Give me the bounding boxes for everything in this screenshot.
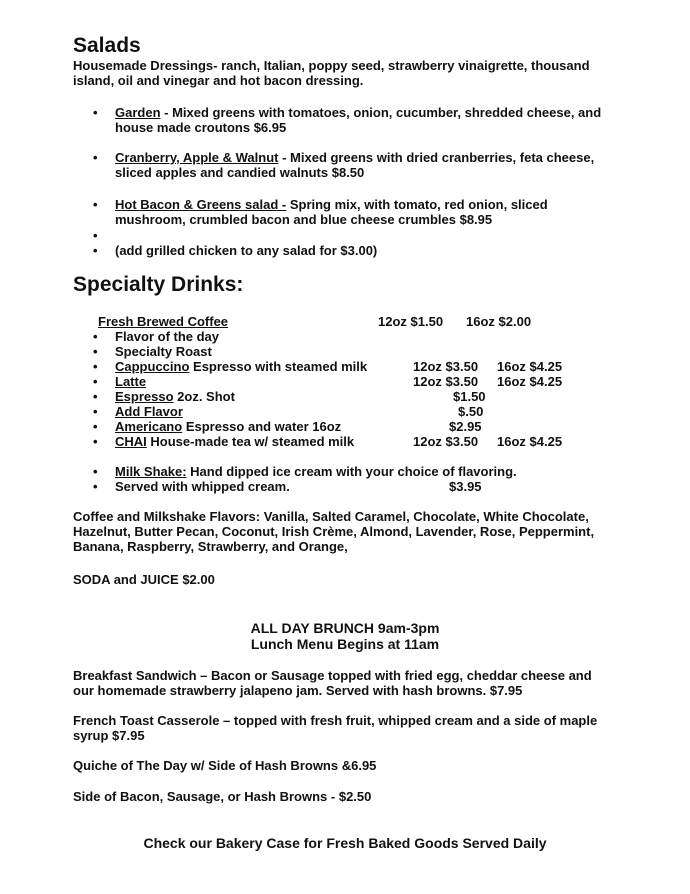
bullet: • [93, 434, 98, 449]
brunch-item-french-toast: French Toast Casserole – topped with fresh fruit, whipped cream and a side of maple syrup $7.95 [73, 713, 598, 743]
drink-price-12: 12oz $3.50 [413, 434, 479, 449]
drink-name [115, 389, 235, 404]
shake-price: $3.95 [449, 479, 482, 494]
salad-desc: - Mixed greens with dried cranberries, feta cheese, sliced apples and candied walnuts $8.50 [115, 150, 595, 180]
drink-label: Add Flavor [115, 404, 183, 419]
salad-item-hot-bacon [93, 197, 585, 227]
drink-name [115, 419, 341, 434]
drink-label: Latte [115, 374, 147, 389]
drink-label: CHAI [115, 434, 147, 449]
shake-served: Served with whipped cream. [115, 479, 290, 494]
drink-price-12: $.50 [458, 404, 484, 419]
drink-label: Flavor of the day [115, 329, 220, 344]
bullet: • [93, 359, 98, 374]
flavors-text: Coffee and Milkshake Flavors: Vanilla, Salted Caramel, Chocolate, White Chocolate, Hazelnut, Butter Pecan, Coconut, Irish Crème, Almond, Lavender, Rose, Peppermint, Banana, Raspberry, Strawberry, and Orange, [73, 509, 595, 554]
brunch-item-sandwich: Breakfast Sandwich – Bacon or Sausage topped with fried egg, cheddar cheese and our homemade strawberry jalapeno jam. Served with hash browns. $7.95 [73, 668, 592, 698]
coffee-name: Fresh Brewed Coffee [98, 314, 229, 329]
drink-name [115, 344, 212, 359]
drink-desc: Espresso and water 16oz [182, 419, 342, 434]
drink-row [0, 404, 690, 419]
drink-desc: House-made tea w/ steamed milk [146, 434, 355, 449]
brunch-subtitle: Lunch Menu Begins at 11am [250, 636, 440, 652]
bullet: • [93, 243, 98, 258]
drink-price-12: 12oz $3.50 [413, 359, 479, 374]
brunch-title: ALL DAY BRUNCH 9am-3pm [250, 620, 440, 636]
dressings-text: Housemade Dressings- ranch, Italian, poppy seed, strawberry vinaigrette, thousand island, oil and vinegar and hot bacon dressing. [73, 58, 590, 88]
brunch-item-sides: Side of Bacon, Sausage, or Hash Browns - $2.50 [73, 789, 372, 804]
bullet: • [93, 419, 98, 434]
bullet: • [93, 404, 98, 419]
bakery-footer: Check our Bakery Case for Fresh Baked Goods Served Daily [143, 835, 547, 851]
coffee-price-12: 12oz $1.50 [378, 314, 444, 329]
drink-row [0, 374, 690, 389]
shake-desc: Hand dipped ice cream with your choice of flavoring. [186, 464, 517, 479]
soda-text: SODA and JUICE $2.00 [73, 572, 215, 587]
bullet: • [93, 344, 98, 359]
drink-desc: 2oz. Shot [173, 389, 235, 404]
drink-label: Cappuccino [115, 359, 190, 374]
drink-label: Americano [115, 419, 183, 434]
drink-name [115, 329, 219, 344]
drink-row [0, 389, 690, 404]
brunch-item-quiche: Quiche of The Day w/ Side of Hash Browns &6.95 [73, 758, 377, 773]
salad-desc: Spring mix, with tomato, red onion, sliced mushroom, crumbled bacon and blue cheese crumbles $8.95 [115, 197, 548, 227]
drink-price-12: 12oz $3.50 [413, 374, 479, 389]
salad-desc: - Mixed greens with tomatoes, onion, cucumber, shredded cheese, and house made croutons $6.95 [115, 105, 602, 135]
bullet: • [93, 150, 98, 165]
drink-label: Specialty Roast [115, 344, 212, 359]
salad-addon [93, 243, 378, 258]
coffee-price-16: 16oz $2.00 [466, 314, 532, 329]
drink-name [115, 374, 146, 389]
drink-row [0, 329, 690, 344]
drink-name [115, 404, 183, 419]
drink-price-16: 16oz $4.25 [497, 434, 563, 449]
shake-row [0, 464, 690, 479]
salad-item-garden [93, 105, 615, 135]
bullet: • [93, 464, 98, 479]
drink-row [0, 434, 690, 449]
drink-row [0, 344, 690, 359]
drink-desc: Espresso with steamed milk [189, 359, 368, 374]
drink-row [0, 359, 690, 374]
drink-price-12: $1.50 [453, 389, 486, 404]
drink-row [0, 419, 690, 434]
salads-heading: Salads [73, 34, 141, 57]
drink-price-16: 16oz $4.25 [497, 359, 563, 374]
bullet: • [93, 389, 98, 404]
shake-served-row [0, 479, 690, 494]
bullet: • [93, 479, 98, 494]
drink-price-16: 16oz $4.25 [497, 374, 563, 389]
drink-name [115, 359, 367, 374]
salad-name: Cranberry, Apple & Walnut [115, 150, 279, 165]
drinks-heading: Specialty Drinks: [73, 273, 244, 296]
bullet: • [93, 228, 98, 243]
bullet: • [93, 197, 98, 212]
bullet: • [93, 374, 98, 389]
addon-text: (add grilled chicken to any salad for $3.00) [115, 243, 378, 258]
drink-price-12: $2.95 [449, 419, 482, 434]
shake-name: Milk Shake: [115, 464, 187, 479]
drink-name [115, 434, 354, 449]
bullet: • [93, 105, 98, 120]
drink-label: Espresso [115, 389, 174, 404]
salad-item-cranberry [93, 150, 615, 180]
bullet: • [93, 329, 98, 344]
salad-name: Hot Bacon & Greens salad - [115, 197, 287, 212]
salad-name: Garden [115, 105, 161, 120]
